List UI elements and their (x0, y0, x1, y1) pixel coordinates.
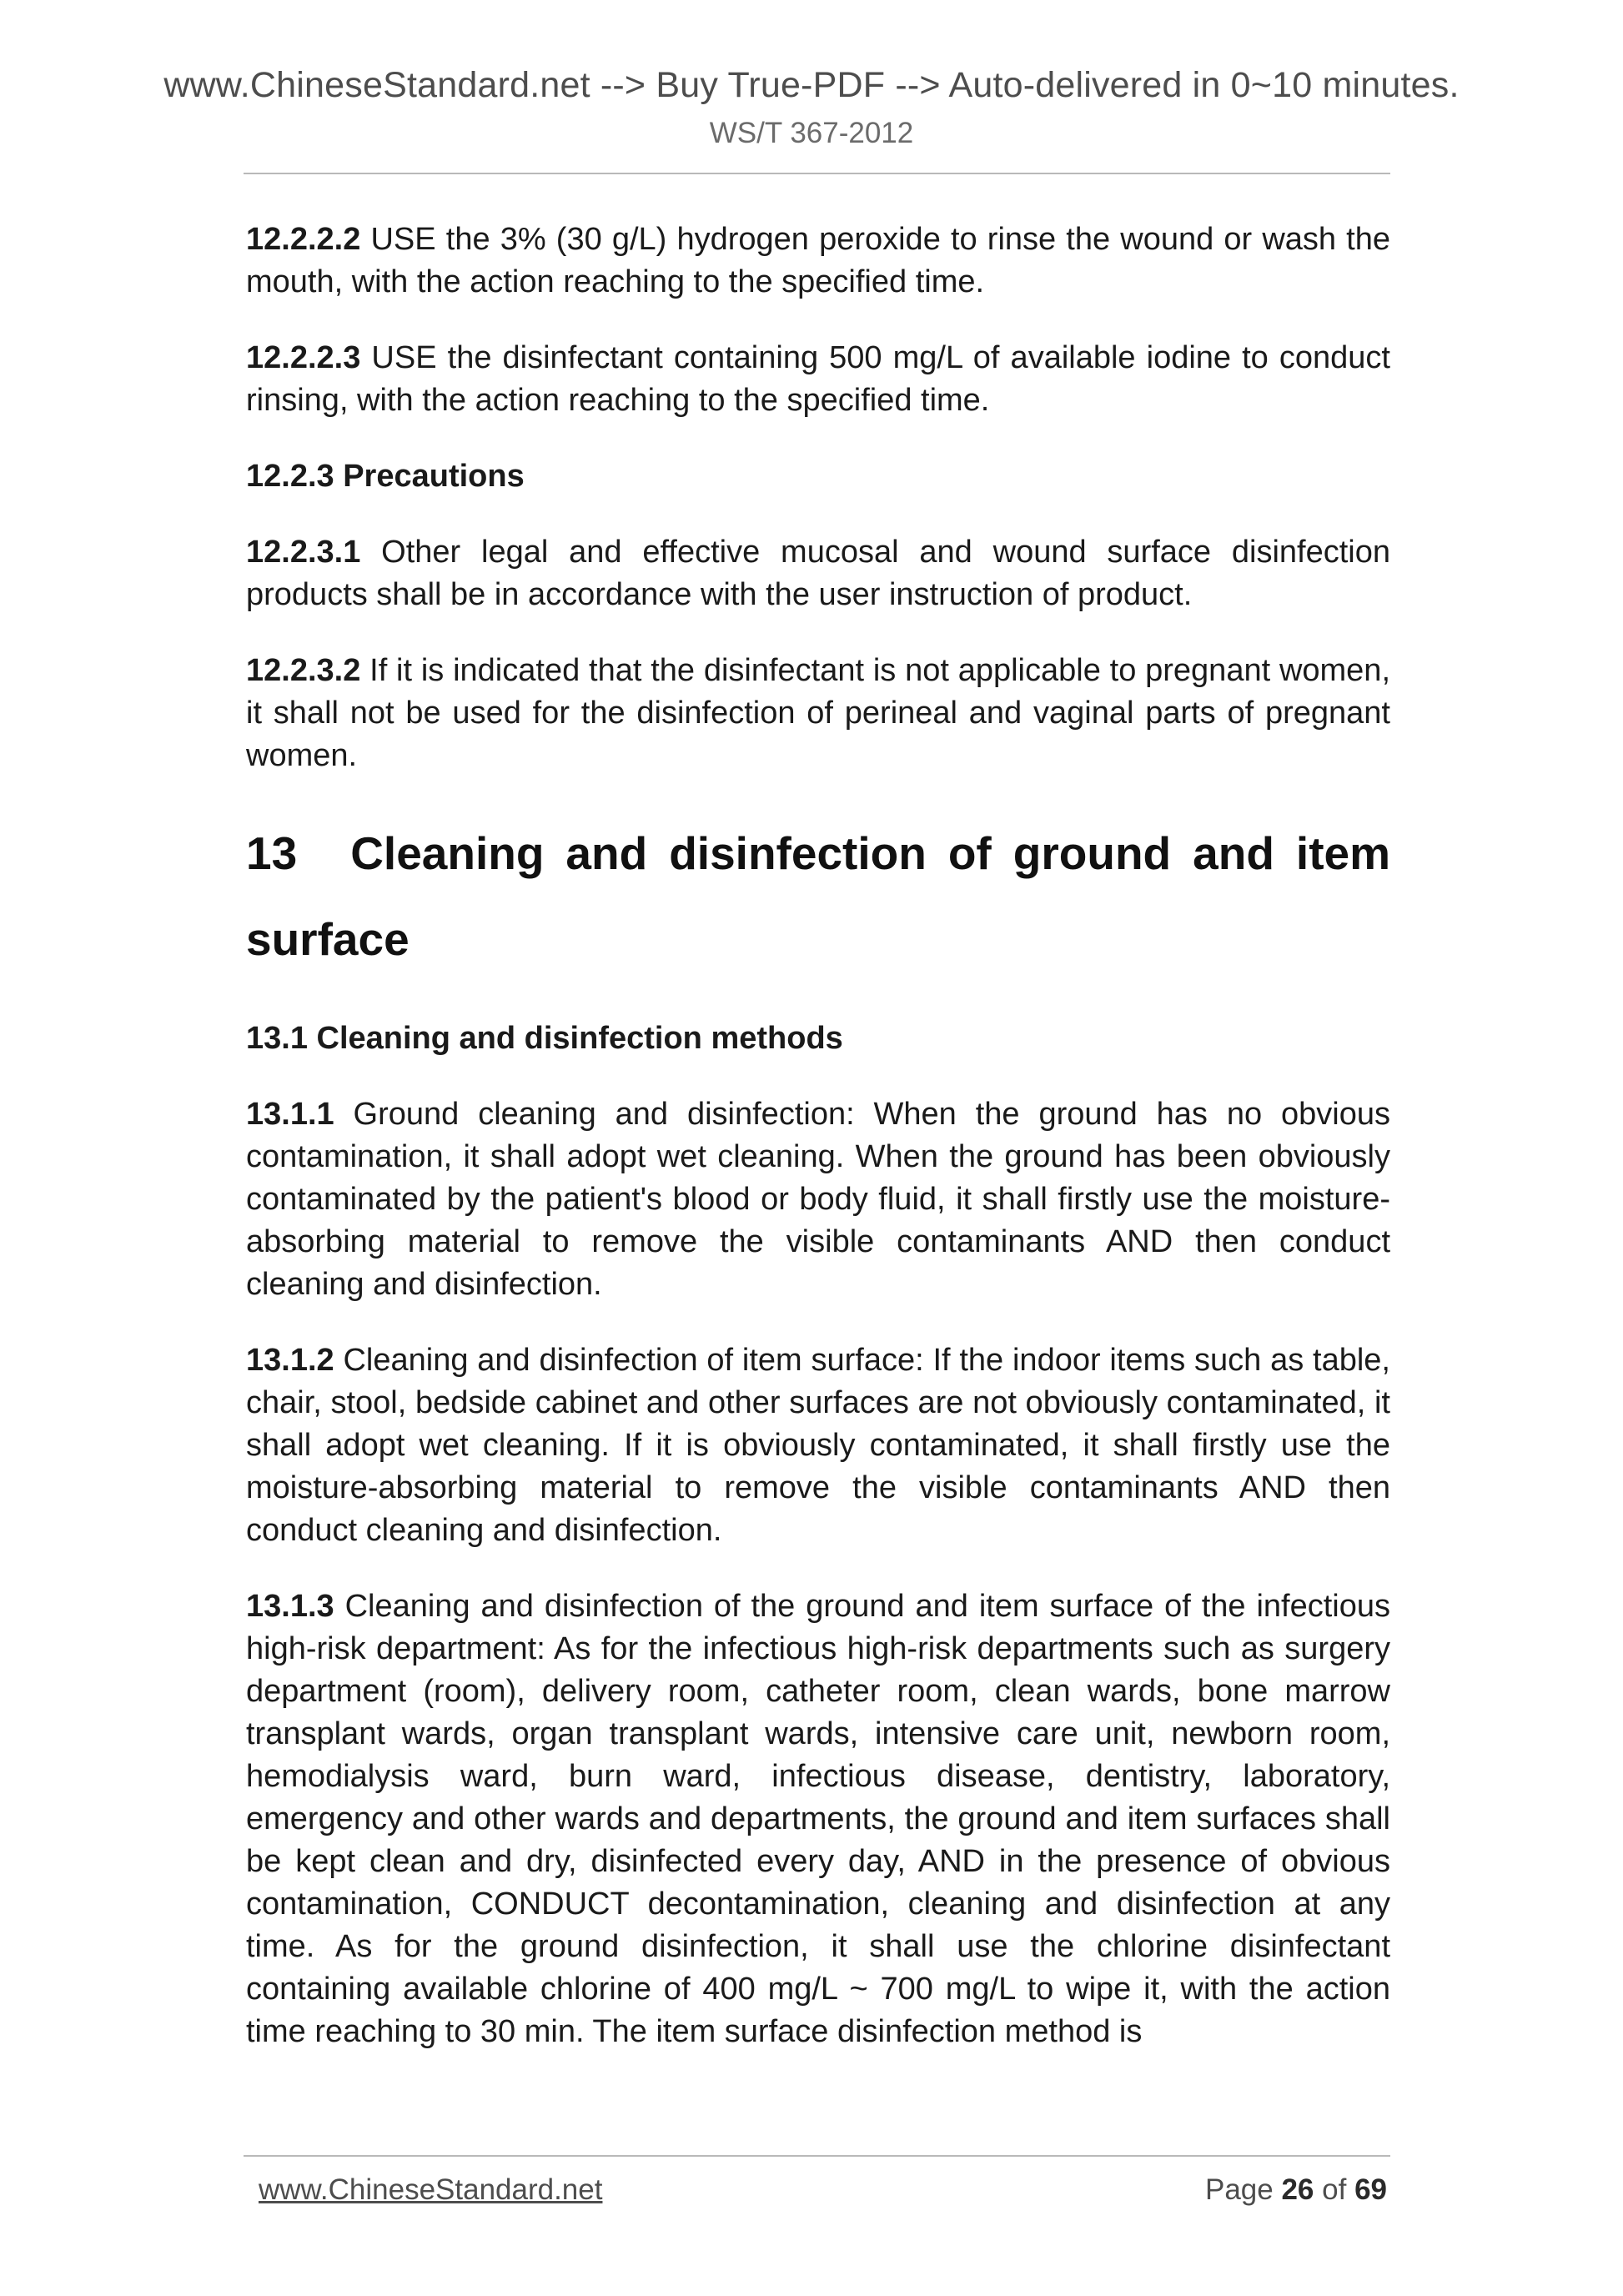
clause-text: Ground cleaning and disinfection: When the ground has no obvious contamination, it shall adopt wet cleaning. When the ground has been obviously contaminated by the patient's blood or body fluid, it shall firstly use the moisture-absorbing material to remove the visible contaminants AND then conduct cleaning and disinfection. (246, 1097, 1390, 1302)
clause-text: Cleaning and disinfection of the ground and item surface of the infectious high-risk department: As for the infectious high-risk departments such as surgery department (room), delivery room, catheter room, clean wards, bone marrow transplant wards, organ transplant wards, intensive care unit, newborn room, hemodialysis ward, burn ward, infectious disease, dentistry, laboratory, emergency and other wards and departments, the ground and item surfaces shall be kept clean and dry, disinfected every day, AND in the presence of obvious contamination, CONDUCT decontamination, cleaning and disinfection at any time. As for the ground disinfection, it shall use the chlorine disinfectant containing available chlorine of 400 mg/L ~ 700 mg/L to wipe it, with the action time reaching to 30 min. The item surface disinfection method is (246, 1589, 1390, 2049)
paragraph-12-2-3-2 (246, 650, 1390, 777)
chapter-title: Cleaning and disinfection of ground and item surface (246, 827, 1390, 965)
clause-text: Other legal and effective mucosal and wound surface disinfection products shall be in accordance with the user instruction of product. (246, 535, 1390, 612)
page-number (1205, 2173, 1387, 2207)
clause-number: 12.2.2.2 (246, 222, 361, 257)
paragraph-12-2-3-1 (246, 531, 1390, 616)
clause-number: 13.1.3 (246, 1589, 334, 1624)
page-label: Page (1204, 2173, 1274, 2206)
paragraph-13-1-3 (246, 1585, 1390, 2053)
paragraph-13-1-2 (246, 1339, 1390, 1552)
clause-number: 12.2.3.2 (246, 653, 361, 688)
section-heading-13-1: 13.1 Cleaning and disinfection methods (246, 1021, 843, 1056)
clause-text: USE the 3% (30 g/L) hydrogen peroxide to rinse the wound or wash the mouth, with the action reaching to the specified time. (246, 222, 1390, 299)
page-current: 26 (1281, 2173, 1314, 2206)
clause-number: 13.1.2 (246, 1343, 334, 1378)
clause-number: 13.1.1 (246, 1097, 334, 1132)
page-total: 69 (1354, 2173, 1387, 2206)
paragraph-12-2-2-2 (246, 219, 1390, 304)
paragraph-12-2-2-3 (246, 337, 1390, 422)
paragraph-13-1-1 (246, 1093, 1390, 1306)
footer-site-link[interactable]: www.ChineseStandard.net (259, 2173, 603, 2206)
footer-divider (244, 2155, 1390, 2157)
chapter-number: 13 (246, 827, 298, 879)
standard-code: WS/T 367-2012 (709, 117, 914, 149)
clause-text: USE the disinfectant containing 500 mg/L of available iodine to conduct rinsing, with the action reaching to the specified time. (246, 340, 1390, 418)
header-divider (244, 173, 1390, 174)
chapter-heading-13 (246, 811, 1390, 982)
clause-number: 12.2.2.3 (246, 340, 361, 375)
document-body (246, 219, 1390, 2087)
page-of: of (1322, 2173, 1347, 2206)
clause-number: 12.2.3.1 (246, 535, 361, 570)
section-heading-12-2-3: 12.2.3 Precautions (246, 459, 525, 494)
clause-text: If it is indicated that the disinfectant is not applicable to pregnant women, it shall not be used for the disinfection of perineal and vaginal parts of pregnant women. (246, 653, 1390, 773)
clause-text: Cleaning and disinfection of item surface: If the indoor items such as table, chair, stool, bedside cabinet and other surfaces are not obviously contaminated, it shall adopt wet cleaning. If it is obviously contaminated, it shall firstly use the moisture-absorbing material to remove the visible contaminants AND then conduct cleaning and disinfection. (246, 1343, 1390, 1548)
header-banner: www.ChineseStandard.net --> Buy True-PDF --> Auto-delivered in 0~10 minutes. (163, 65, 1460, 105)
